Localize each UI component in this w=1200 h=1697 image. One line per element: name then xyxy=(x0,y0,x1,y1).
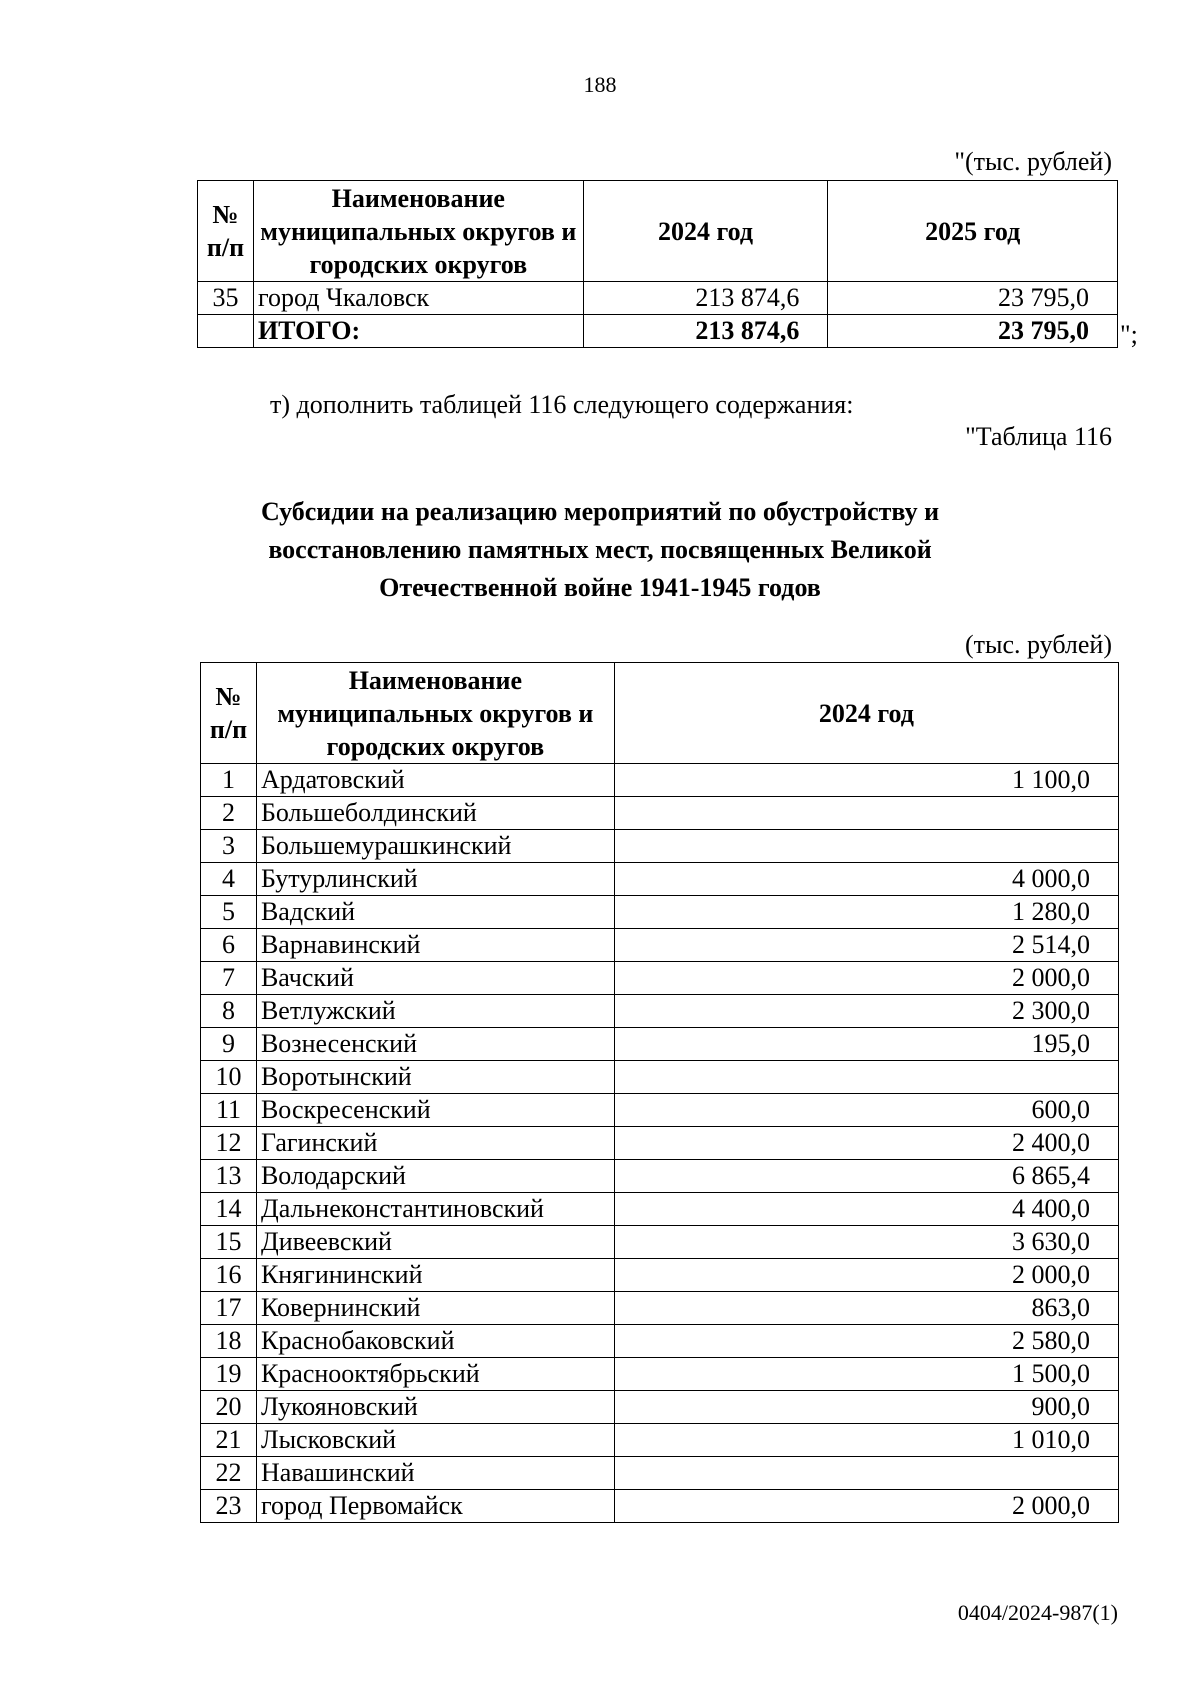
row-name: Лысковский xyxy=(256,1424,614,1457)
row-name: Большеболдинский xyxy=(256,797,614,830)
row-value-2024: 2 000,0 xyxy=(614,1490,1118,1523)
title-line: Субсидии на реализацию мероприятий по обустройству и xyxy=(260,497,940,526)
row-value-2024: 1 280,0 xyxy=(614,896,1118,929)
row-name: Ардатовский xyxy=(256,764,614,797)
row-name: Дальнеконстантиновский xyxy=(256,1193,614,1226)
total-value-2025: 23 795,0 xyxy=(828,315,1118,348)
header-2024: 2024 год xyxy=(583,181,828,282)
header-name: Наименование муниципальных округов и городских округов xyxy=(256,663,614,764)
table-row xyxy=(201,1259,1119,1292)
row-num: 8 xyxy=(201,995,257,1028)
row-name: Большемурашкинский xyxy=(256,830,614,863)
table-2 xyxy=(200,662,1119,1523)
table-row xyxy=(201,863,1119,896)
row-value-2024 xyxy=(614,830,1118,863)
table-row xyxy=(198,282,1118,315)
row-name: Краснобаковский xyxy=(256,1325,614,1358)
table-row xyxy=(201,1424,1119,1457)
instruction-text: т) дополнить таблицей 116 следующего содержания: xyxy=(270,390,854,419)
table-row xyxy=(201,830,1119,863)
row-name: Краснооктябрьский xyxy=(256,1358,614,1391)
title-line: восстановлению памятных мест, посвященных Великой xyxy=(268,535,932,564)
header-2025: 2025 год xyxy=(828,181,1118,282)
table-row xyxy=(201,797,1119,830)
row-name: Варнавинский xyxy=(256,929,614,962)
row-num: 12 xyxy=(201,1127,257,1160)
table-label: "Таблица 116 xyxy=(965,422,1112,451)
row-num: 18 xyxy=(201,1325,257,1358)
table-row xyxy=(201,1391,1119,1424)
table-row xyxy=(201,896,1119,929)
page-number: 188 xyxy=(583,72,617,97)
row-value-2024: 2 514,0 xyxy=(614,929,1118,962)
row-num: 35 xyxy=(198,282,254,315)
table-row xyxy=(201,1160,1119,1193)
row-name: Вачский xyxy=(256,962,614,995)
row-value-2024: 4 000,0 xyxy=(614,863,1118,896)
row-name: Воскресенский xyxy=(256,1094,614,1127)
row-num: 14 xyxy=(201,1193,257,1226)
row-value-2024: 195,0 xyxy=(614,1028,1118,1061)
row-num: 6 xyxy=(201,929,257,962)
header-2024: 2024 год xyxy=(614,663,1118,764)
row-value-2025: 23 795,0 xyxy=(828,282,1118,315)
row-value-2024: 2 000,0 xyxy=(614,1259,1118,1292)
row-value-2024: 1 100,0 xyxy=(614,764,1118,797)
row-name: город Чкаловск xyxy=(253,282,583,315)
row-num: 4 xyxy=(201,863,257,896)
row-num: 17 xyxy=(201,1292,257,1325)
table-row xyxy=(201,995,1119,1028)
row-name: Гагинский xyxy=(256,1127,614,1160)
table-row xyxy=(201,1094,1119,1127)
row-num: 7 xyxy=(201,962,257,995)
row-value-2024: 2 400,0 xyxy=(614,1127,1118,1160)
total-label: ИТОГО: xyxy=(253,315,583,348)
row-name: Ковернинский xyxy=(256,1292,614,1325)
table-row xyxy=(201,1490,1119,1523)
row-num: 19 xyxy=(201,1358,257,1391)
row-num: 3 xyxy=(201,830,257,863)
row-value-2024: 2 580,0 xyxy=(614,1325,1118,1358)
row-value-2024: 213 874,6 xyxy=(583,282,828,315)
row-num: 10 xyxy=(201,1061,257,1094)
table1-closing-quote: "; xyxy=(1120,320,1138,349)
table-row xyxy=(201,764,1119,797)
table-1 xyxy=(197,180,1118,348)
row-name: Вадский xyxy=(256,896,614,929)
row-value-2024 xyxy=(614,797,1118,830)
table-row xyxy=(201,1292,1119,1325)
row-num: 23 xyxy=(201,1490,257,1523)
row-num: 22 xyxy=(201,1457,257,1490)
row-num: 21 xyxy=(201,1424,257,1457)
row-value-2024: 600,0 xyxy=(614,1094,1118,1127)
table-row xyxy=(201,1325,1119,1358)
total-num-empty xyxy=(198,315,254,348)
row-name: Володарский xyxy=(256,1160,614,1193)
table-row xyxy=(201,1127,1119,1160)
table-row xyxy=(201,962,1119,995)
header-num: № п/п xyxy=(201,663,257,764)
row-name: Дивеевский xyxy=(256,1226,614,1259)
row-value-2024: 3 630,0 xyxy=(614,1226,1118,1259)
document-title xyxy=(150,493,1050,607)
row-num: 20 xyxy=(201,1391,257,1424)
row-num: 1 xyxy=(201,764,257,797)
row-num: 11 xyxy=(201,1094,257,1127)
row-name: Вознесенский xyxy=(256,1028,614,1061)
total-value-2024: 213 874,6 xyxy=(583,315,828,348)
row-num: 15 xyxy=(201,1226,257,1259)
row-value-2024: 863,0 xyxy=(614,1292,1118,1325)
row-value-2024: 2 300,0 xyxy=(614,995,1118,1028)
row-name: город Первомайск xyxy=(256,1490,614,1523)
title-line: Отечественной войне 1941-1945 годов xyxy=(379,573,821,602)
row-value-2024: 1 010,0 xyxy=(614,1424,1118,1457)
table-row xyxy=(201,1028,1119,1061)
row-value-2024: 6 865,4 xyxy=(614,1160,1118,1193)
row-num: 2 xyxy=(201,797,257,830)
row-value-2024: 4 400,0 xyxy=(614,1193,1118,1226)
row-name: Лукояновский xyxy=(256,1391,614,1424)
table2-unit-label: (тыс. рублей) xyxy=(964,630,1112,659)
row-name: Воротынский xyxy=(256,1061,614,1094)
row-num: 5 xyxy=(201,896,257,929)
header-num: № п/п xyxy=(198,181,254,282)
row-num: 16 xyxy=(201,1259,257,1292)
row-name: Ветлужский xyxy=(256,995,614,1028)
document-code: 0404/2024-987(1) xyxy=(957,1600,1118,1625)
header-name: Наименование муниципальных округов и городских округов xyxy=(253,181,583,282)
table-row xyxy=(201,1061,1119,1094)
table-row xyxy=(201,1358,1119,1391)
table1-unit-label: "(тыс. рублей) xyxy=(954,147,1112,176)
table-row xyxy=(201,1193,1119,1226)
row-num: 13 xyxy=(201,1160,257,1193)
row-name: Навашинский xyxy=(256,1457,614,1490)
row-num: 9 xyxy=(201,1028,257,1061)
row-value-2024 xyxy=(614,1061,1118,1094)
table-row xyxy=(201,1457,1119,1490)
row-value-2024 xyxy=(614,1457,1118,1490)
row-value-2024: 1 500,0 xyxy=(614,1358,1118,1391)
total-row xyxy=(198,315,1118,348)
row-value-2024: 2 000,0 xyxy=(614,962,1118,995)
table-row xyxy=(201,929,1119,962)
row-value-2024: 900,0 xyxy=(614,1391,1118,1424)
row-name: Княгининский xyxy=(256,1259,614,1292)
table-row xyxy=(201,1226,1119,1259)
row-name: Бутурлинский xyxy=(256,863,614,896)
